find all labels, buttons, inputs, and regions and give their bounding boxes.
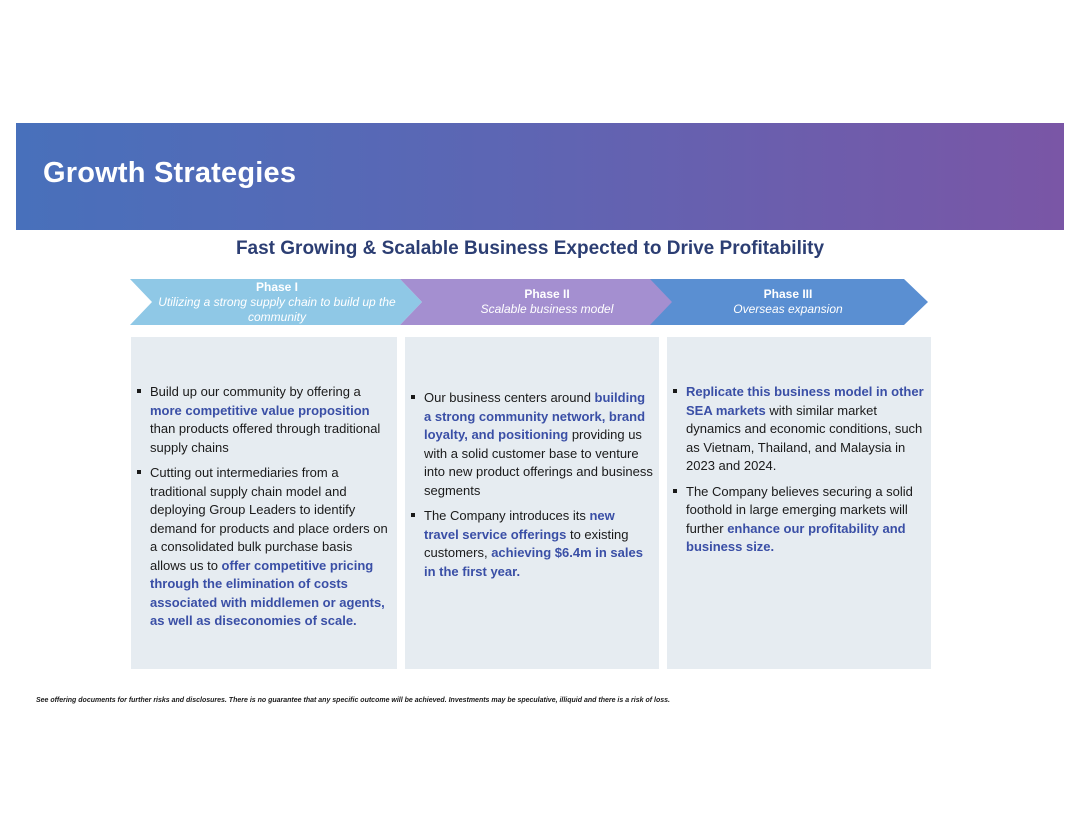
highlight-text: more competitive value proposition: [150, 402, 370, 418]
phase-2-description: Scalable business model: [480, 302, 614, 316]
phase-2-column: [405, 337, 659, 669]
phase-3-bullet-list: [673, 383, 925, 557]
bullet-item: [137, 464, 391, 631]
phase-3-description: Overseas expansion: [733, 302, 843, 316]
bullet-text: Cutting out intermediaries from a traditional supply chain model and deploying Group Leaders to identify demand for products and place orders on a consolidated bulk purchase basis allows us to: [150, 465, 388, 573]
phase-3-label: [672, 279, 904, 325]
highlight-text: building a strong community network, brand loyalty, and positioning: [424, 390, 646, 442]
phase-1-bullet-list: [137, 383, 391, 631]
slide-subtitle: Fast Growing & Scalable Business Expected to Drive Profitability: [235, 238, 825, 259]
phase-1-column: [131, 337, 397, 669]
bullet-text: providing us with a solid customer base to venture into new product offerings and business segments: [424, 427, 653, 498]
phase-2-label: [422, 279, 672, 325]
bullet-text: Build up our community by offering a: [150, 384, 361, 399]
bullet-text: The Company believes securing a solid foothold in large emerging markets will further: [686, 483, 913, 536]
phase-3-column: [667, 337, 931, 669]
highlight-text: Replicate this business model in other SEA markets: [686, 384, 924, 418]
bullet-item: [673, 483, 925, 557]
highlight-text: achieving $6.4m in sales in the first year.: [424, 545, 643, 579]
bullet-item: [411, 507, 653, 581]
bullet-text: than products offered through traditional supply chains: [150, 421, 381, 455]
phase-1-name: Phase I: [255, 279, 299, 294]
page-title: Growth Strategies: [43, 157, 297, 189]
bullet-text: The Company introduces its: [424, 508, 590, 523]
phase-2-bullet-list: [411, 389, 653, 581]
bullet-item: [137, 383, 391, 457]
bullet-text: Our business centers around: [424, 390, 595, 405]
highlight-text: offer competitive pricing through the elimination of costs associated with middlemen or agents, as well as diseconomies of scale.: [150, 557, 385, 628]
highlight-text: enhance our profitability and business size.: [686, 520, 906, 554]
header-banner: [16, 123, 1064, 230]
bullet-item: [411, 389, 653, 500]
phase-1-label: [152, 279, 402, 325]
bullet-text: to existing customers,: [424, 526, 629, 560]
disclaimer-footnote: See offering documents for further risks and disclosures. There is no guarantee that any specific outcome will be achieved. Investments may be speculative, illiquid and there is a risk of loss.: [36, 697, 670, 704]
phase-1-description: Utilizing a strong supply chain to build up the community: [158, 294, 396, 324]
highlight-text: new travel service offerings: [424, 508, 615, 542]
phase-arrows: [130, 279, 928, 327]
phase-2-name: Phase II: [524, 287, 570, 301]
bullet-text: with similar market dynamics and economic conditions, such as Vietnam, Thailand, and Malaysia in 2023 and 2024.: [686, 402, 923, 473]
bullet-item: [673, 383, 925, 476]
phase-3-name: Phase III: [763, 287, 813, 301]
